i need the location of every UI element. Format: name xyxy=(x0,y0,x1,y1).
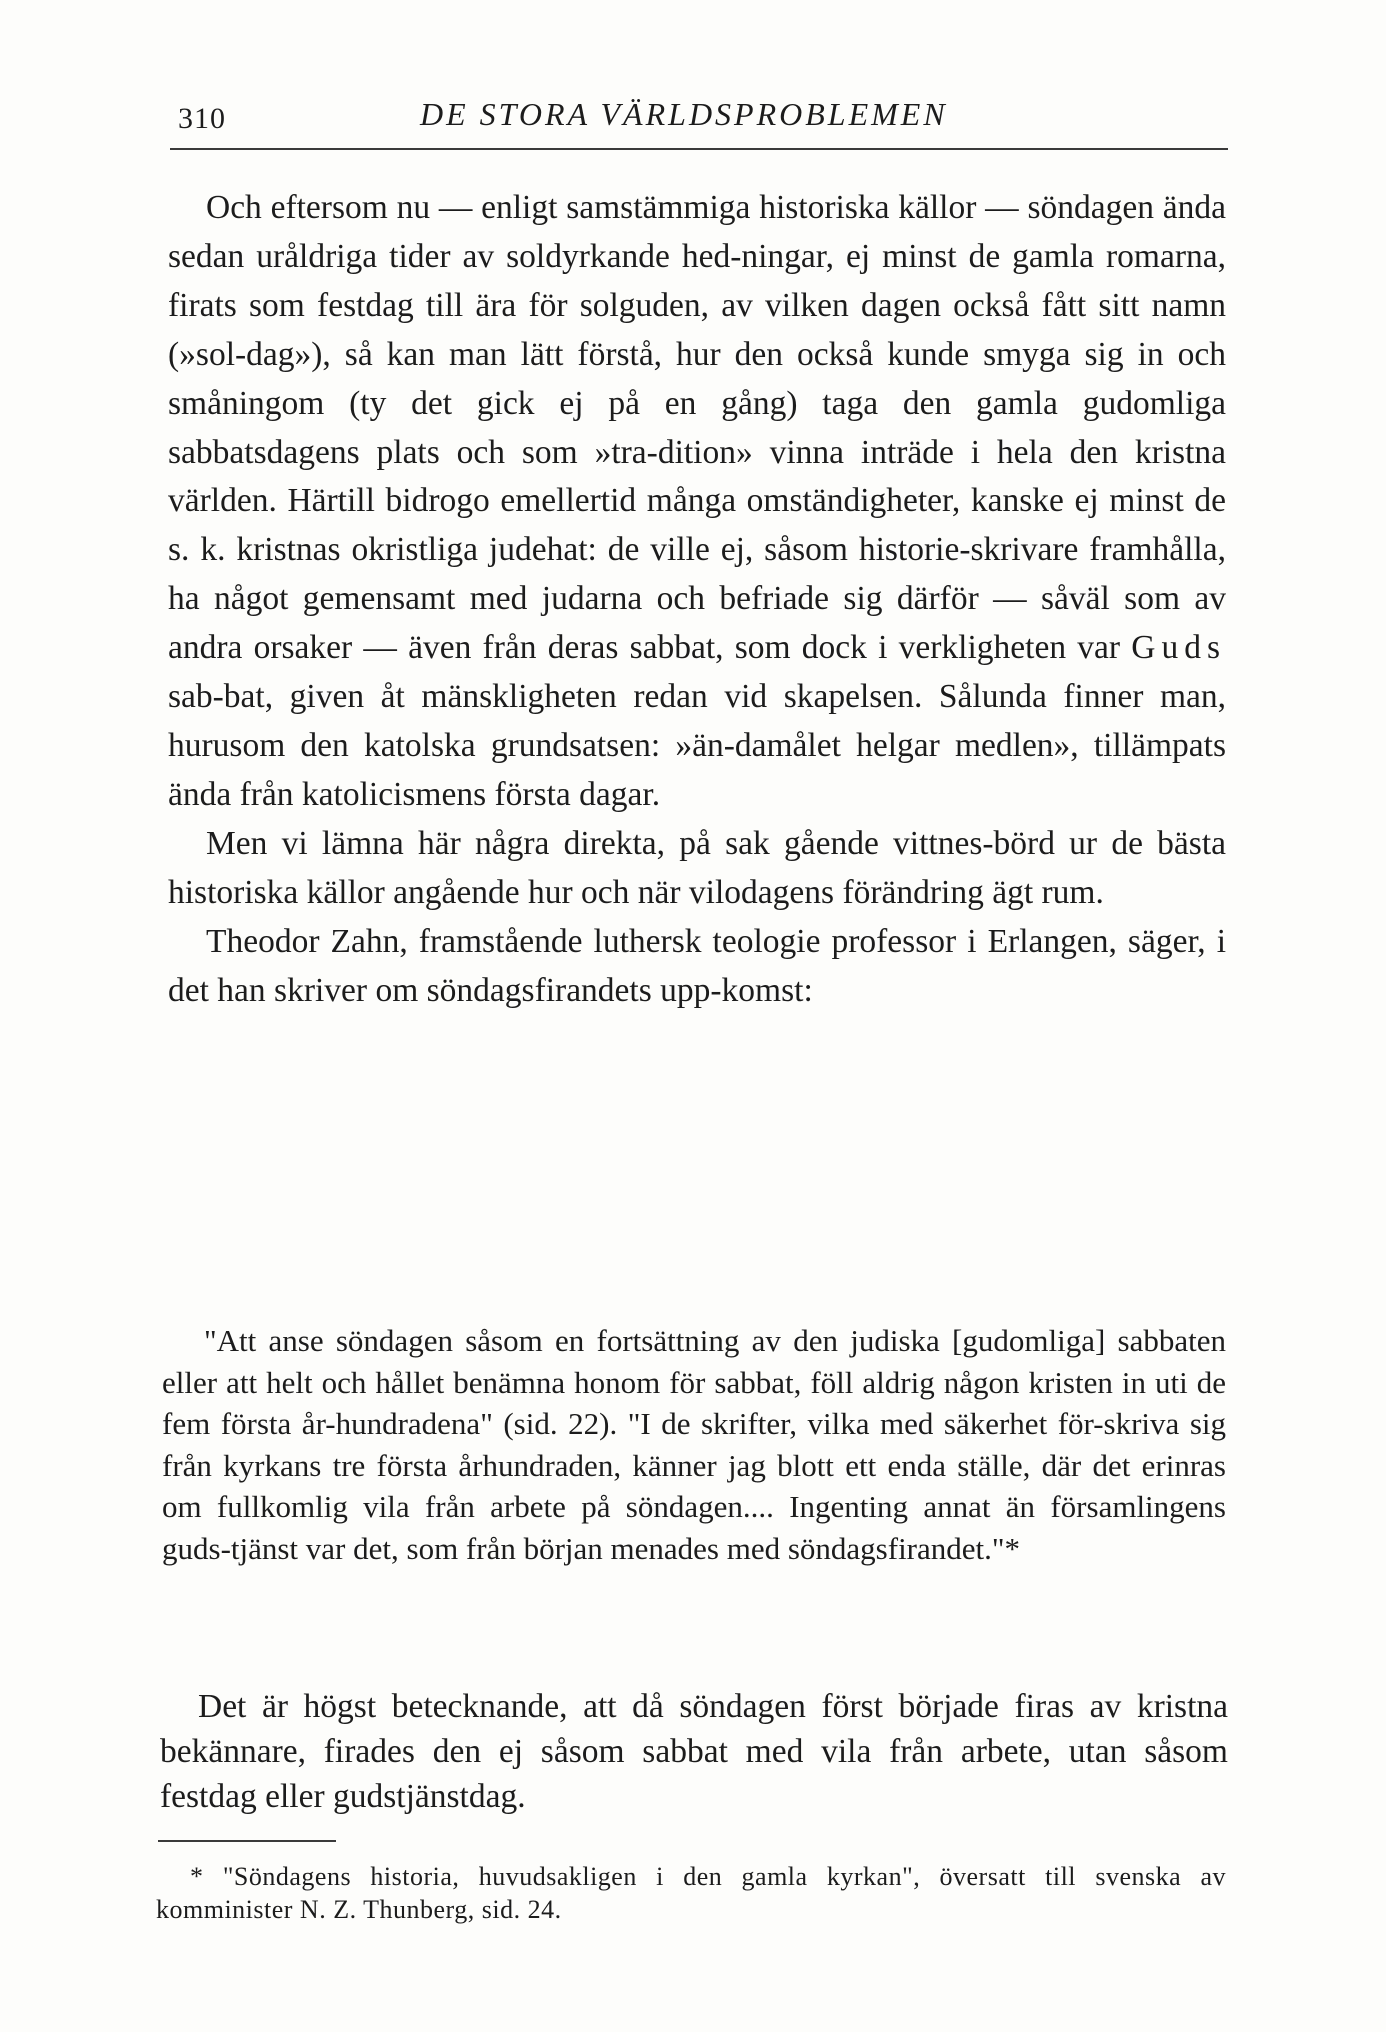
emphasized-word: Guds xyxy=(1131,629,1227,667)
footnote xyxy=(156,1860,1226,1926)
paragraph-1 xyxy=(168,184,1226,820)
header-rule xyxy=(170,148,1228,150)
main-text xyxy=(168,184,1226,1015)
footnote-text: * "Söndagens historia, huvudsakligen i den gamla kyrkan", översatt till svenska av komminister N. Z. Thunberg, sid. 24. xyxy=(156,1862,1226,1924)
closing-paragraph xyxy=(160,1684,1228,1819)
closing-text: Det är högst betecknande, att då söndagen först började firas av kristna bekännare, firades den ej såsom sabbat med vila från arbete, utan såsom festdag eller gudstjänstdag. xyxy=(160,1688,1228,1815)
paragraph-2: Men vi lämna här några direkta, på sak gående vittnes-börd ur de bästa historiska källor angående hur och när vilodagens förändring ägt rum. xyxy=(168,824,1226,911)
paragraph-1-part-b: sab-bat, given åt mänskligheten redan vid skapelsen. Sålunda finner man, hurusom den katolska grundsatsen: »än-damålet helgar medlen», tillämpats ända från katolicismens första dagar. xyxy=(168,678,1226,813)
quote-text: "Att anse söndagen såsom en fortsättning av den judiska [gudomliga] sabbaten eller att helt och hållet benämna honom för sabbat, föll aldrig någon kristen in uti de fem första år-hundradena" (sid. 22). "I de skrifter, vilka med säkerhet för-skriva sig från kyrkans tre första århundraden, känner jag blott ett enda ställe, där det erinras om fullkomlig vila från arbete på söndagen.... Ingenting annat än församlingens guds-tjänst var det, som från början menades med söndagsfirandet."* xyxy=(162,1323,1226,1566)
page-number: 310 xyxy=(178,102,226,135)
paragraph-3: Theodor Zahn, framstående luthersk teologie professor i Erlangen, säger, i det han skriver om söndagsfirandets upp-komst: xyxy=(168,922,1226,1009)
paragraph-1-part-a: Och eftersom nu — enligt samstämmiga historiska källor — söndagen ända sedan uråldriga tider av soldyrkande hed-ningar, ej minst de gamla romarna, firats som festdag till ära för solguden, av vilken dagen också fått sitt namn (»sol-dag»), så kan man lätt förstå, hur den också kunde smyga sig in och småningom (ty det gick ej på en gång) taga den gamla gudomliga sabbatsdagens plats och som »tra-dition» vinna inträde i hela den kristna världen. Härtill bidrogo emellertid många omständigheter, kanske ej minst de s. k. kristnas okristliga judehat: de ville ej, såsom historie-skrivare framhålla, ha något gemensamt med judarna och befriade sig därför — såväl som av andra orsaker — även från deras sabbat, som dock i verkligheten var xyxy=(168,189,1226,667)
footnote-rule xyxy=(158,1840,336,1842)
page-header xyxy=(170,96,1230,156)
running-title: DE STORA VÄRLDSPROBLEMEN xyxy=(420,96,948,132)
block-quote xyxy=(162,1320,1226,1569)
